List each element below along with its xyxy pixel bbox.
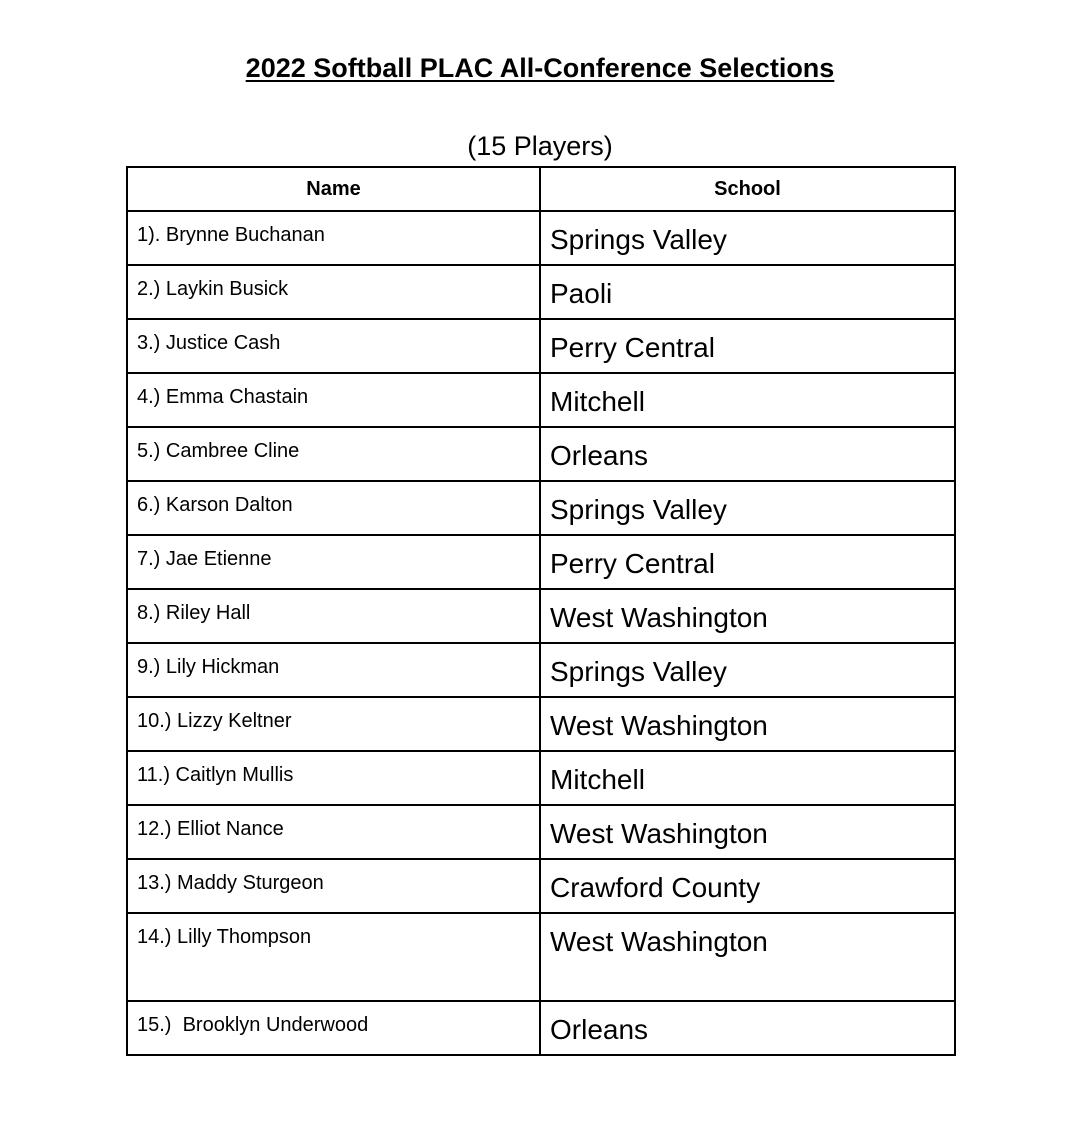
table-row — [127, 373, 955, 427]
school-name: Mitchell — [550, 764, 645, 795]
school-cell — [540, 643, 955, 697]
player-name-cell — [127, 697, 540, 751]
school-name: Perry Central — [550, 548, 715, 579]
table-row — [127, 751, 955, 805]
table-row — [127, 1001, 955, 1055]
player-name: 6.) Karson Dalton — [137, 494, 293, 516]
table-row — [127, 535, 955, 589]
player-name-cell — [127, 643, 540, 697]
player-name-cell — [127, 481, 540, 535]
player-name-cell — [127, 913, 540, 1001]
school-name: Paoli — [550, 278, 613, 309]
player-name-cell — [127, 211, 540, 265]
school-cell — [540, 265, 955, 319]
school-name: Mitchell — [550, 386, 645, 417]
player-name: 14.) Lilly Thompson — [137, 926, 312, 948]
player-name: 15.) Brooklyn Underwood — [137, 1014, 369, 1036]
school-name: West Washington — [550, 710, 768, 741]
table-row — [127, 913, 955, 1001]
player-name: 10.) Lizzy Keltner — [137, 710, 292, 732]
player-name: 8.) Riley Hall — [137, 602, 251, 624]
school-cell — [540, 859, 955, 913]
player-name: 5.) Cambree Cline — [137, 440, 300, 462]
school-cell — [540, 427, 955, 481]
table-row — [127, 319, 955, 373]
player-name-cell — [127, 859, 540, 913]
school-column-header: School — [540, 167, 955, 211]
player-name-cell — [127, 265, 540, 319]
school-name: Springs Valley — [550, 494, 727, 525]
player-name-cell — [127, 535, 540, 589]
player-name-cell — [127, 751, 540, 805]
table-row — [127, 265, 955, 319]
player-name-cell — [127, 805, 540, 859]
document-title: 2022 Softball PLAC All-Conference Selections — [245, 53, 835, 83]
school-name: Orleans — [550, 1014, 649, 1045]
player-name-cell — [127, 319, 540, 373]
school-cell — [540, 481, 955, 535]
school-cell — [540, 535, 955, 589]
school-name: West Washington — [550, 926, 768, 957]
table-row — [127, 697, 955, 751]
table-row — [127, 589, 955, 643]
school-cell — [540, 751, 955, 805]
name-column-header: Name — [127, 167, 540, 211]
school-name: Perry Central — [550, 332, 715, 363]
table-row — [127, 427, 955, 481]
table-row — [127, 481, 955, 535]
player-name: 7.) Jae Etienne — [137, 548, 272, 570]
player-name-cell — [127, 589, 540, 643]
player-name: 4.) Emma Chastain — [137, 386, 309, 408]
table-row — [127, 805, 955, 859]
school-cell — [540, 211, 955, 265]
school-cell — [540, 913, 955, 1001]
table-row — [127, 859, 955, 913]
player-name: 3.) Justice Cash — [137, 332, 281, 354]
school-cell — [540, 805, 955, 859]
school-name: Springs Valley — [550, 224, 727, 255]
player-name: 2.) Laykin Busick — [137, 278, 289, 300]
player-name: 1). Brynne Buchanan — [137, 224, 325, 246]
player-count-subtitle: (15 Players) — [467, 131, 613, 161]
school-cell — [540, 1001, 955, 1055]
school-cell — [540, 319, 955, 373]
school-cell — [540, 697, 955, 751]
player-name: 12.) Elliot Nance — [137, 818, 284, 840]
table-header-row — [127, 167, 955, 211]
player-name: 11.) Caitlyn Mullis — [137, 764, 294, 786]
school-cell — [540, 589, 955, 643]
player-name-cell — [127, 1001, 540, 1055]
player-name-cell — [127, 373, 540, 427]
school-name: West Washington — [550, 602, 768, 633]
school-cell — [540, 373, 955, 427]
player-name-cell — [127, 427, 540, 481]
school-name: Springs Valley — [550, 656, 727, 687]
player-name: 9.) Lily Hickman — [137, 656, 280, 678]
school-name: Crawford County — [550, 872, 761, 903]
table-row — [127, 211, 955, 265]
player-name: 13.) Maddy Sturgeon — [137, 872, 324, 894]
school-name: West Washington — [550, 818, 768, 849]
table-row — [127, 643, 955, 697]
school-name: Orleans — [550, 440, 649, 471]
all-conference-table — [126, 166, 956, 1056]
